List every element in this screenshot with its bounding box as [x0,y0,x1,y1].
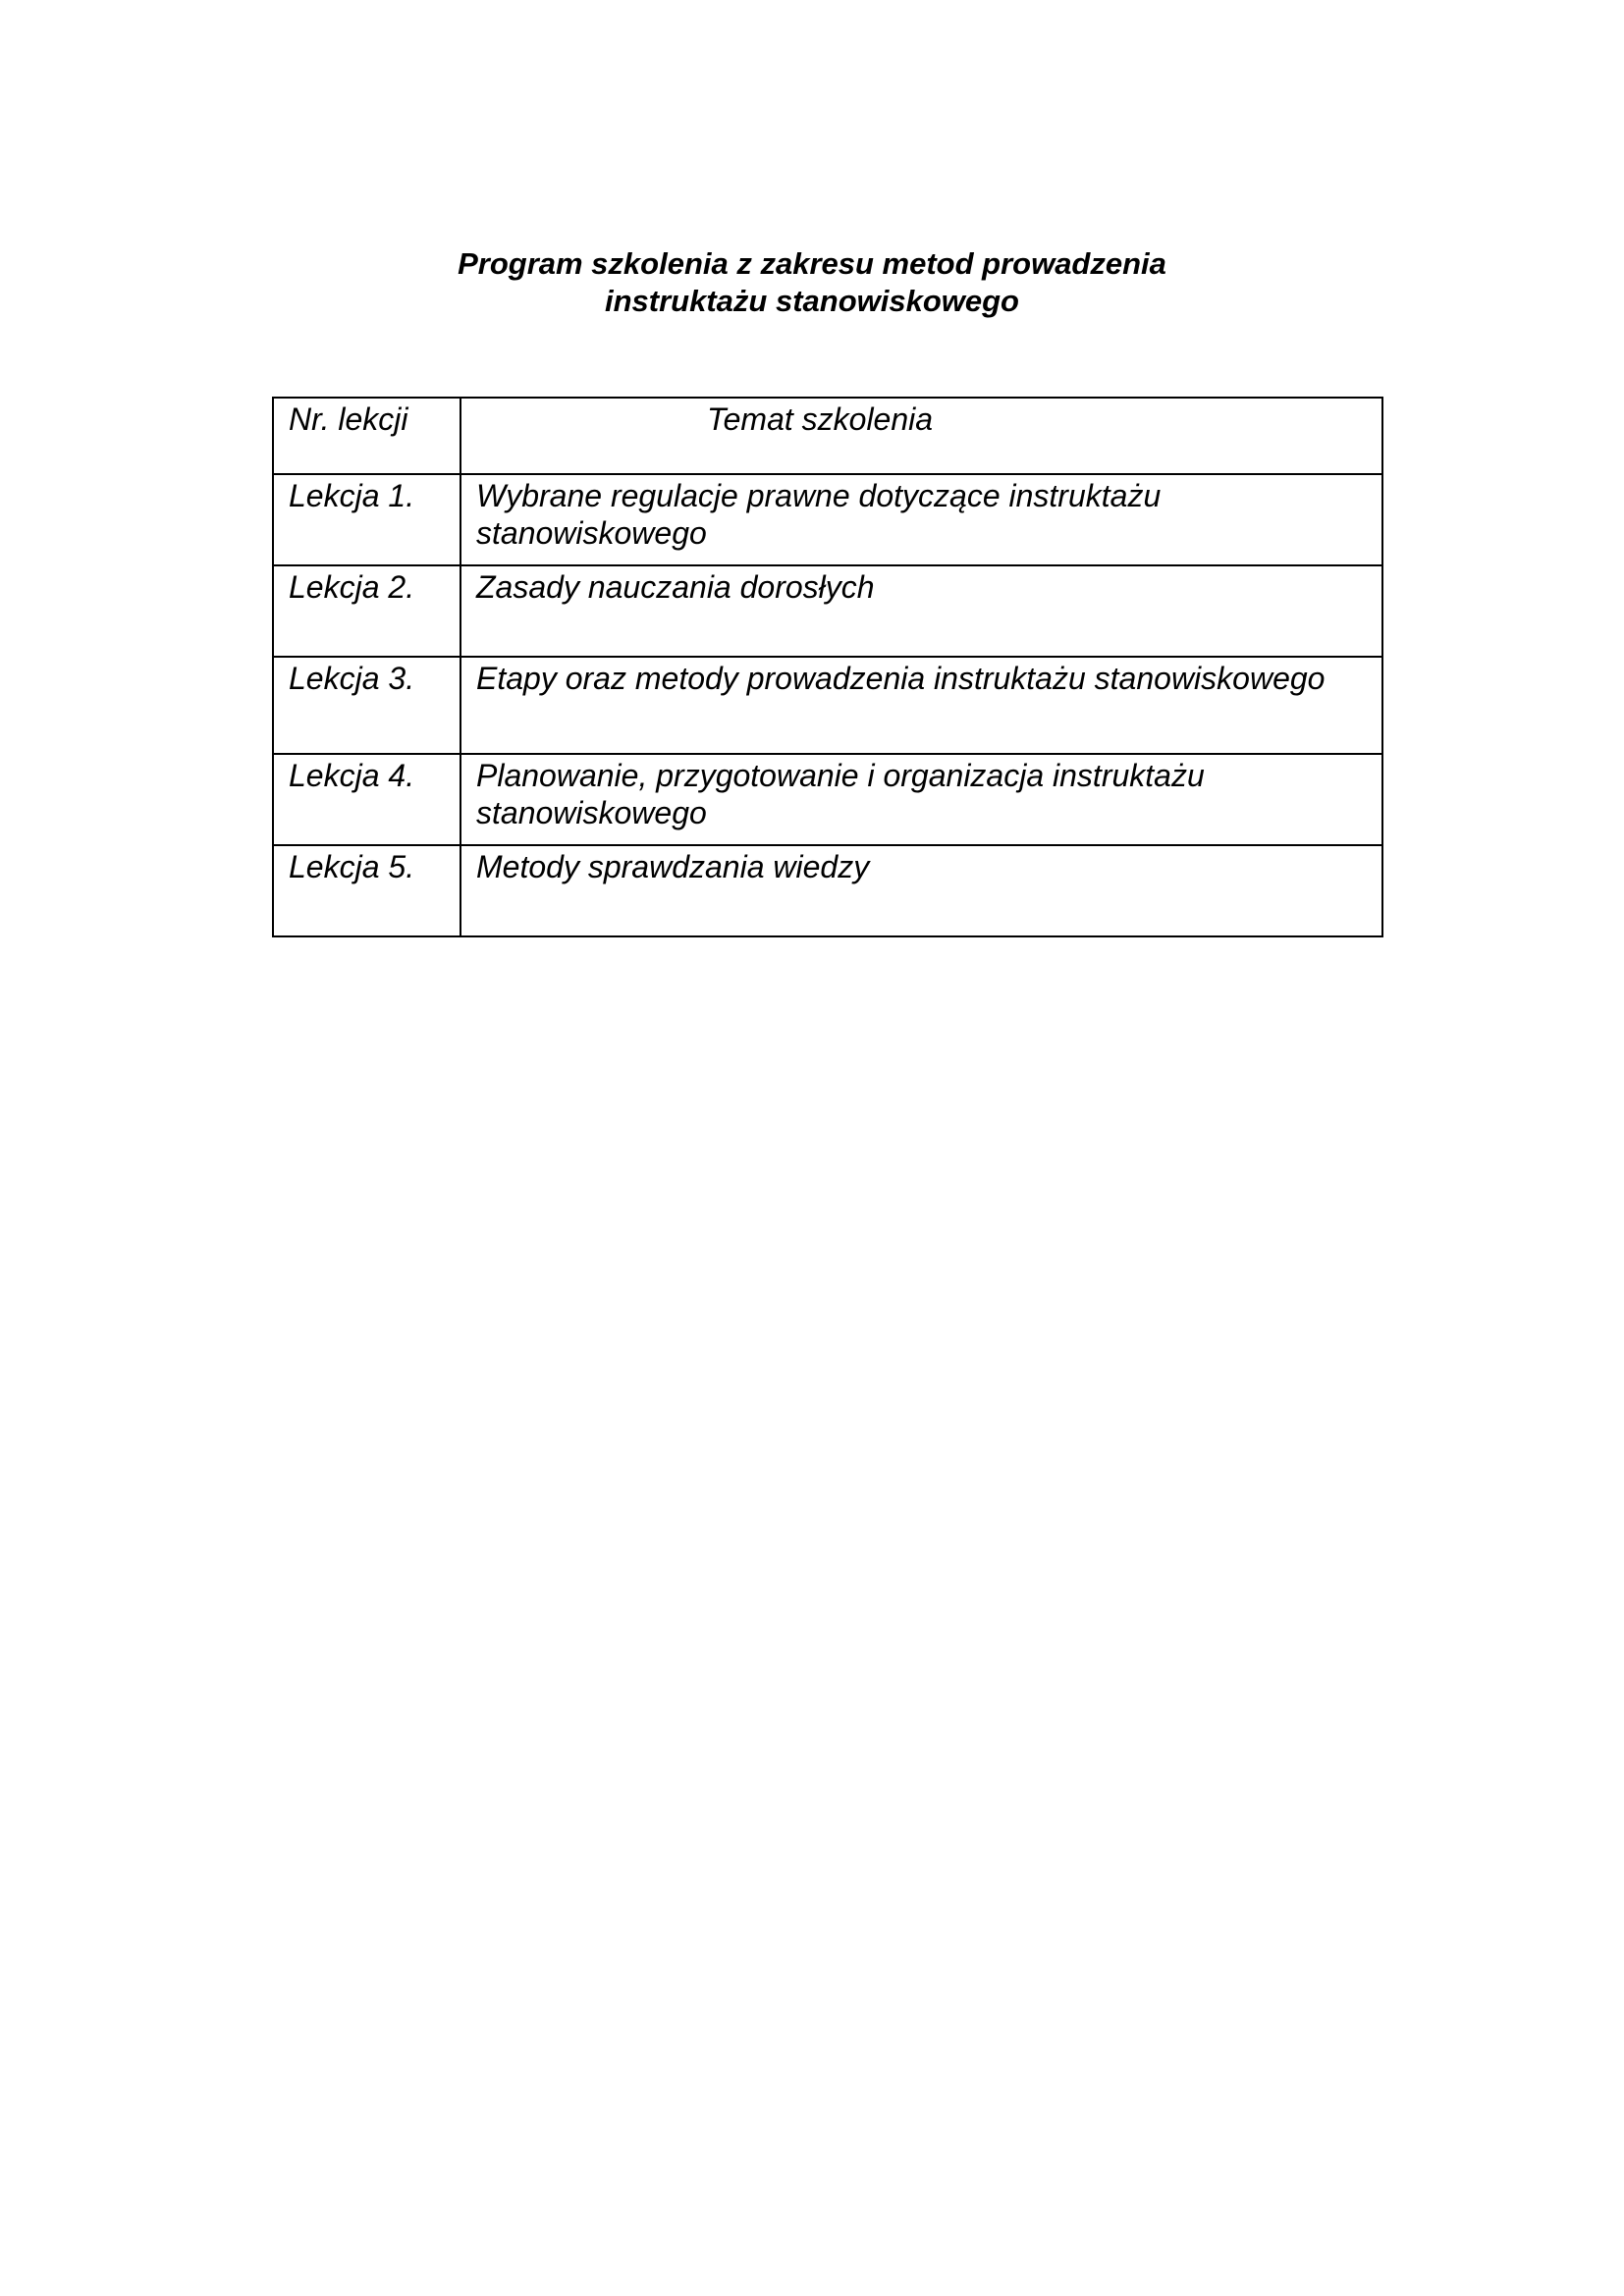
lesson-topic-cell: Metody sprawdzania wiedzy [460,845,1382,936]
table-row [273,754,1382,845]
lessons-table [272,397,1383,937]
header-topic: Temat szkolenia [460,398,1382,474]
lesson-topic-cell: Etapy oraz metody prowadzenia instruktażu stanowiskowego [460,657,1382,754]
lesson-number-cell: Lekcja 1. [273,474,460,565]
document-title-line-2: instruktażu stanowiskowego [604,284,1019,318]
header-lesson-number: Nr. lekcji [273,398,460,474]
lesson-topic-cell: Zasady nauczania dorosłych [460,565,1382,657]
document-title-line-1: Program szkolenia z zakresu metod prowadzenia [458,246,1166,281]
table-row [273,657,1382,754]
lesson-number-cell: Lekcja 2. [273,565,460,657]
lesson-number-cell: Lekcja 3. [273,657,460,754]
table-header-row [273,398,1382,474]
table-row [273,845,1382,936]
lesson-topic-cell: Planowanie, przygotowanie i organizacja instruktażu stanowiskowego [460,754,1382,845]
lesson-number-cell: Lekcja 5. [273,845,460,936]
document-title [0,245,1624,320]
table-row [273,565,1382,657]
lesson-number-cell: Lekcja 4. [273,754,460,845]
table-row [273,474,1382,565]
lesson-topic-cell: Wybrane regulacje prawne dotyczące instruktażu stanowiskowego [460,474,1382,565]
